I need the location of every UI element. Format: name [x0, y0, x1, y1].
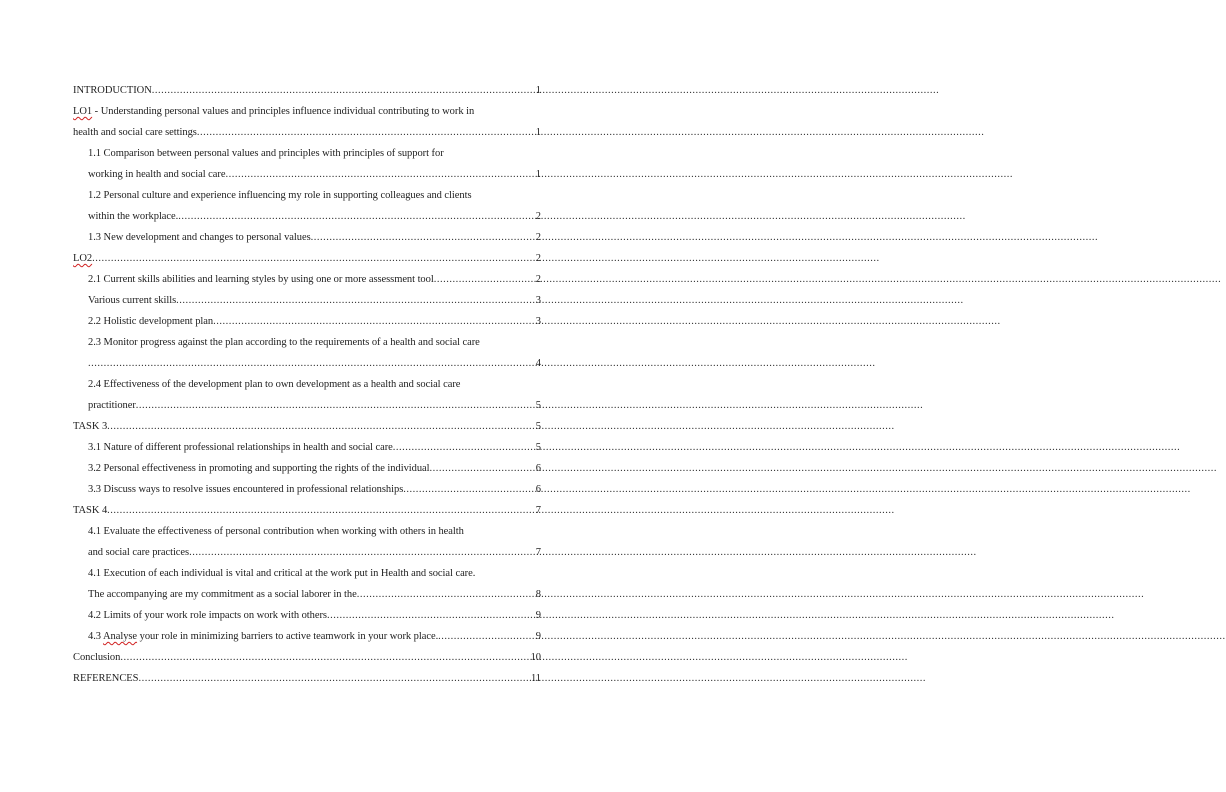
dot-leader — [136, 395, 535, 416]
toc-entry-task-3[interactable] — [73, 416, 541, 437]
toc-title: 1.3 New development and changes to personal values — [88, 232, 311, 243]
toc-title: 4.2 Limits of your work role impacts on work with others — [88, 610, 327, 621]
toc-page-number: 2 — [535, 232, 541, 243]
toc-page-number: 10 — [530, 652, 541, 663]
toc-page-number: 7 — [535, 505, 541, 516]
toc-page-number: 2 — [535, 211, 541, 222]
toc-entry-4-3[interactable] — [73, 626, 541, 647]
dot-leader — [120, 647, 529, 668]
dot-leader — [213, 311, 535, 332]
toc-title-line2: and social care practices — [88, 547, 190, 558]
toc-title: INTRODUCTION — [73, 85, 152, 96]
toc-page-number: 6 — [535, 463, 541, 474]
toc-title-line2: working in health and social care — [88, 169, 226, 180]
dot-leader — [152, 80, 535, 101]
toc-title-line1: 1.2 Personal culture and experience influencing my role in supporting colleagues and clients — [88, 190, 472, 201]
toc-title-line1: 4.1 Execution of each individual is vital and critical at the work put in Health and social care. — [88, 568, 476, 579]
dot-leader — [327, 605, 535, 626]
toc-entry-2-2[interactable] — [73, 311, 541, 332]
toc-entry-2-3[interactable] — [73, 332, 541, 374]
dot-leader — [225, 164, 534, 185]
toc-entry-3-1[interactable] — [73, 437, 541, 458]
toc-title: Conclusion — [73, 652, 121, 663]
dot-leader — [107, 500, 535, 521]
toc-title: 3.1 Nature of different professional relationships in health and social care — [88, 442, 393, 453]
dot-leader — [197, 122, 535, 143]
toc-title: TASK 4 — [73, 505, 108, 516]
toc-page-number: 3 — [535, 295, 541, 306]
toc-entry-3-2[interactable] — [73, 458, 541, 479]
toc-page-number: 3 — [535, 316, 541, 327]
toc-page-number: 2 — [535, 253, 541, 264]
toc-title-line1: 4.1 Evaluate the effectiveness of personal contribution when working with others in health — [88, 526, 464, 537]
toc-title-line1: 1.1 Comparison between personal values and principles with principles of support for — [88, 148, 444, 159]
dot-leader — [438, 626, 535, 647]
toc-page-number: 5 — [535, 400, 541, 411]
spellcheck-flagged-word: LO1 — [73, 106, 93, 117]
toc-title-line1: 2.3 Monitor progress against the plan according to the requirements of a health and social care — [88, 337, 480, 348]
toc-page-number: 1 — [535, 169, 541, 180]
toc-entry-2-1[interactable] — [73, 269, 541, 290]
toc-page-number: 9 — [535, 631, 541, 642]
toc-page-number: 1 — [535, 85, 541, 96]
dot-leader — [434, 269, 535, 290]
dot-leader — [176, 290, 535, 311]
toc-page-number: 6 — [535, 484, 541, 495]
spellcheck-flagged-word: Analyse — [102, 631, 138, 642]
dot-leader — [357, 584, 535, 605]
toc-title: Various current skills — [88, 295, 177, 306]
dot-leader — [189, 542, 535, 563]
toc-page-number: 7 — [535, 547, 541, 558]
toc-title: 3.3 Discuss ways to resolve issues encountered in professional relationships — [88, 484, 404, 495]
toc-page-number: 5 — [535, 421, 541, 432]
toc-entry-4-1[interactable] — [73, 521, 541, 563]
toc-page-number: 11 — [530, 673, 541, 684]
document-page — [0, 0, 612, 792]
toc-entry-2-4[interactable] — [73, 374, 541, 416]
dot-leader — [88, 353, 535, 374]
dot-leader — [403, 479, 535, 500]
toc-title: LO2 — [73, 253, 93, 264]
toc-entry-lo1[interactable] — [73, 101, 541, 143]
dot-leader — [138, 668, 530, 689]
dot-leader — [178, 206, 535, 227]
toc-entry-lo2[interactable] — [73, 248, 541, 269]
toc-entry-introduction[interactable] — [73, 80, 541, 101]
toc-page-number: 2 — [535, 274, 541, 285]
toc-page-number: 9 — [535, 610, 541, 621]
dot-leader — [107, 416, 535, 437]
toc-title-line2: The accompanying are my commitment as a social laborer in the — [88, 589, 357, 600]
toc-title-line2: health and social care settings — [73, 127, 197, 138]
toc-entry-conclusion[interactable] — [73, 647, 541, 668]
dot-leader — [311, 227, 535, 248]
toc-entry-3-3[interactable] — [73, 479, 541, 500]
dot-leader — [393, 437, 535, 458]
toc-title: 2.2 Holistic development plan — [88, 316, 214, 327]
toc-title-line1: 2.4 Effectiveness of the development plan to own development as a health and social care — [88, 379, 461, 390]
toc-title: 3.2 Personal effectiveness in promoting and supporting the rights of the individual — [88, 463, 430, 474]
toc-title: TASK 3 — [73, 421, 108, 432]
toc-page-number: 1 — [535, 127, 541, 138]
toc-page-number: 8 — [535, 589, 541, 600]
toc-title: REFERENCES — [73, 673, 139, 684]
toc-entry-task-4[interactable] — [73, 500, 541, 521]
dot-leader — [430, 458, 535, 479]
toc-title-line2: within the workplace. — [88, 211, 179, 222]
dot-leader — [92, 248, 535, 269]
toc-title-line1: LO1 - Understanding personal values and principles influence individual contributing to work in — [73, 106, 475, 117]
toc-entry-4-1-execution[interactable] — [73, 563, 541, 605]
toc-entry-1-3[interactable] — [73, 227, 541, 248]
table-of-contents — [73, 80, 541, 689]
toc-entry-4-2[interactable] — [73, 605, 541, 626]
toc-title: 2.1 Current skills abilities and learning styles by using one or more assessment tool — [88, 274, 434, 285]
toc-title-line2: practitioner — [88, 400, 136, 411]
toc-page-number: 4 — [535, 358, 541, 369]
toc-entry-various-current-skills[interactable] — [73, 290, 541, 311]
toc-page-number: 5 — [535, 442, 541, 453]
toc-entry-1-1[interactable] — [73, 143, 541, 185]
toc-entry-references[interactable] — [73, 668, 541, 689]
toc-title: 4.3 Analyse your role in minimizing barriers to active teamwork in your work place. — [88, 631, 439, 642]
toc-entry-1-2[interactable] — [73, 185, 541, 227]
